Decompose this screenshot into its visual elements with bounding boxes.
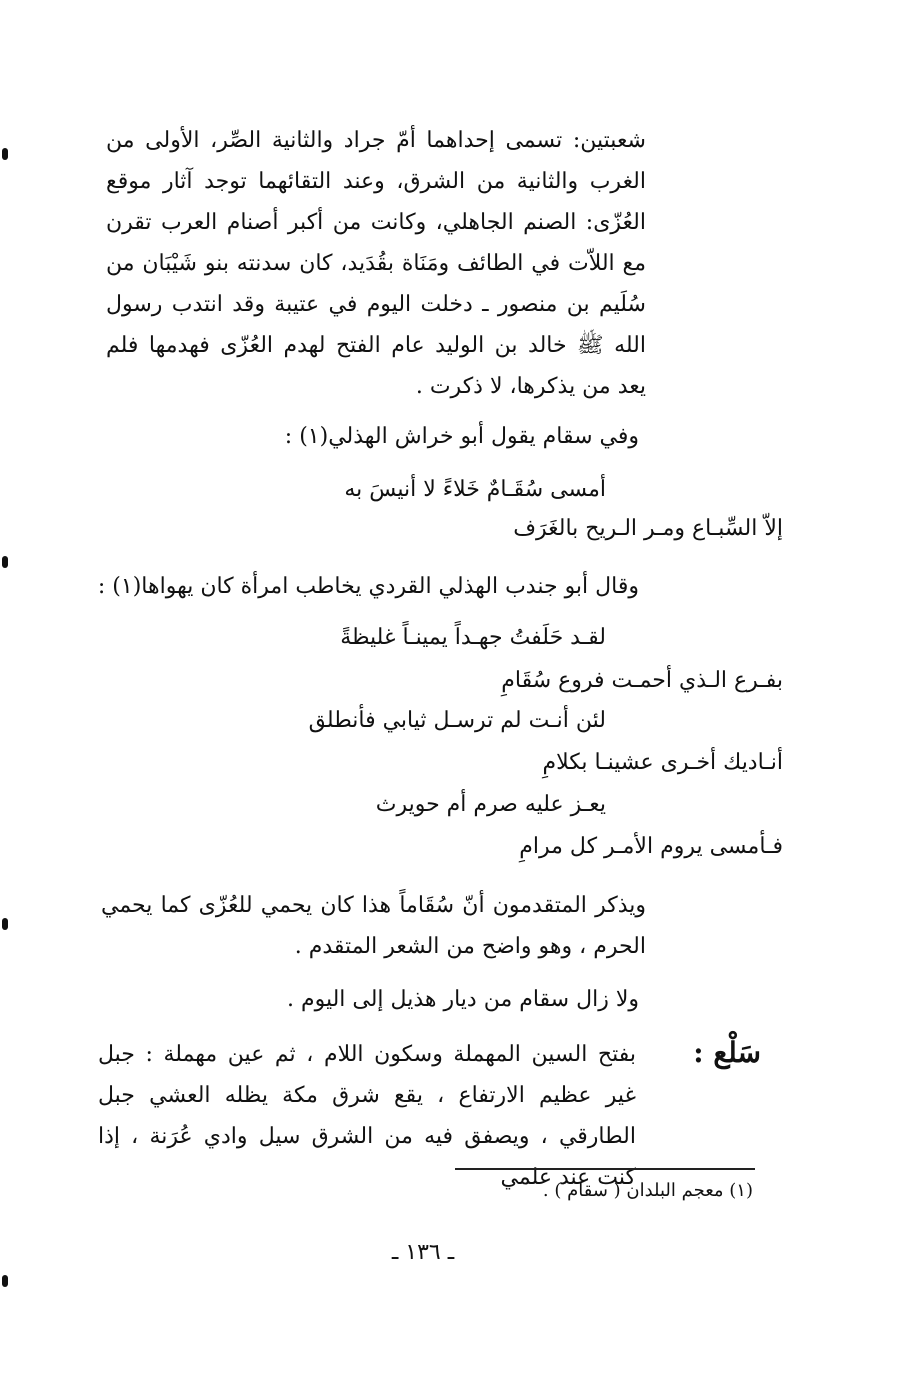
scan-mark [2,556,8,568]
poem-verse: أنـاديك أخـرى عشينـا بكلامِ [542,750,783,775]
poem-verse: فـأمسى يروم الأمـر كل مرامِ [519,834,783,859]
poem-intro-abu-khirash: وفي سقام يقول أبو خراش الهذلي(١) : [284,424,639,449]
commentary-paragraph: ويذكر المتقدمون أنّ سُقَاماً هذا كان يحمي للعُزّى كما يحمي الحرم ، وهو واضح من الشعر المتقدم . [101,893,646,959]
scan-mark [2,1275,8,1287]
poem-verse: إلاّ السِّبـاع ومـر الـريح بالغَرَف [513,516,783,541]
poem-verse: يعـز عليه صرم أم حويرث [375,792,606,817]
entry-definition: بفتح السين المهملة وسكون اللام ، ثم عين مهملة : جبل غير عظيم الارتفاع ، يقع شرق مكة يظله العشي جبل الطارقي ، ويصفق فيه من الشرق سيل وادي عُرَنة ، إذا كنت عند علمي [98,1042,636,1190]
footnote-separator [455,1168,755,1170]
entry-headword: سَلْع : [693,1036,761,1069]
footnote: (١) معجم البلدان ( سقام ) . [542,1180,753,1201]
scan-mark [2,918,8,930]
poem-verse: أمسى سُقَـامٌ خَلاءً لا أنيسَ به [344,477,606,502]
poem-verse: بفـرع الـذي أحمـت فروع سُقَامِ [501,668,783,693]
poem-verse: لقـد حَلَفتُ جهـداً يمينـاً غليظةً [340,625,606,650]
scan-mark [2,148,8,160]
note-line: ولا زال سقام من ديار هذيل إلى اليوم . [286,987,639,1012]
poem-intro-abu-jundab: وقال أبو جندب الهذلي القردي يخاطب امرأة كان يهواها(١) : [97,574,639,599]
page-number: ـ ١٣٦ ـ [391,1240,455,1265]
poem-verse: لئن أنـت لم ترسـل ثيابي فأنطلق [308,708,606,733]
opening-paragraph: شعبتين: تسمى إحداهما أمّ جراد والثانية الصِّر، الأولى من الغرب والثانية من الشرق، وعند التقائهما توجد آثار موقع العُزّى: الصنم الجاهلي، وكانت من أكبر أصنام العرب تقرن مع اللاّت في الطائف ومَنَاة بقُدَيد، كان سدنته بنو شَيْبَان من سُلَيم بن منصور ـ دخلت اليوم في عتيبة وقد انتدب رسول الله ﷺ خالد بن الوليد عام الفتح لهدم العُزّى فهدمها فلم يعد من يذكرها، لا ذكرت . [106,128,646,399]
